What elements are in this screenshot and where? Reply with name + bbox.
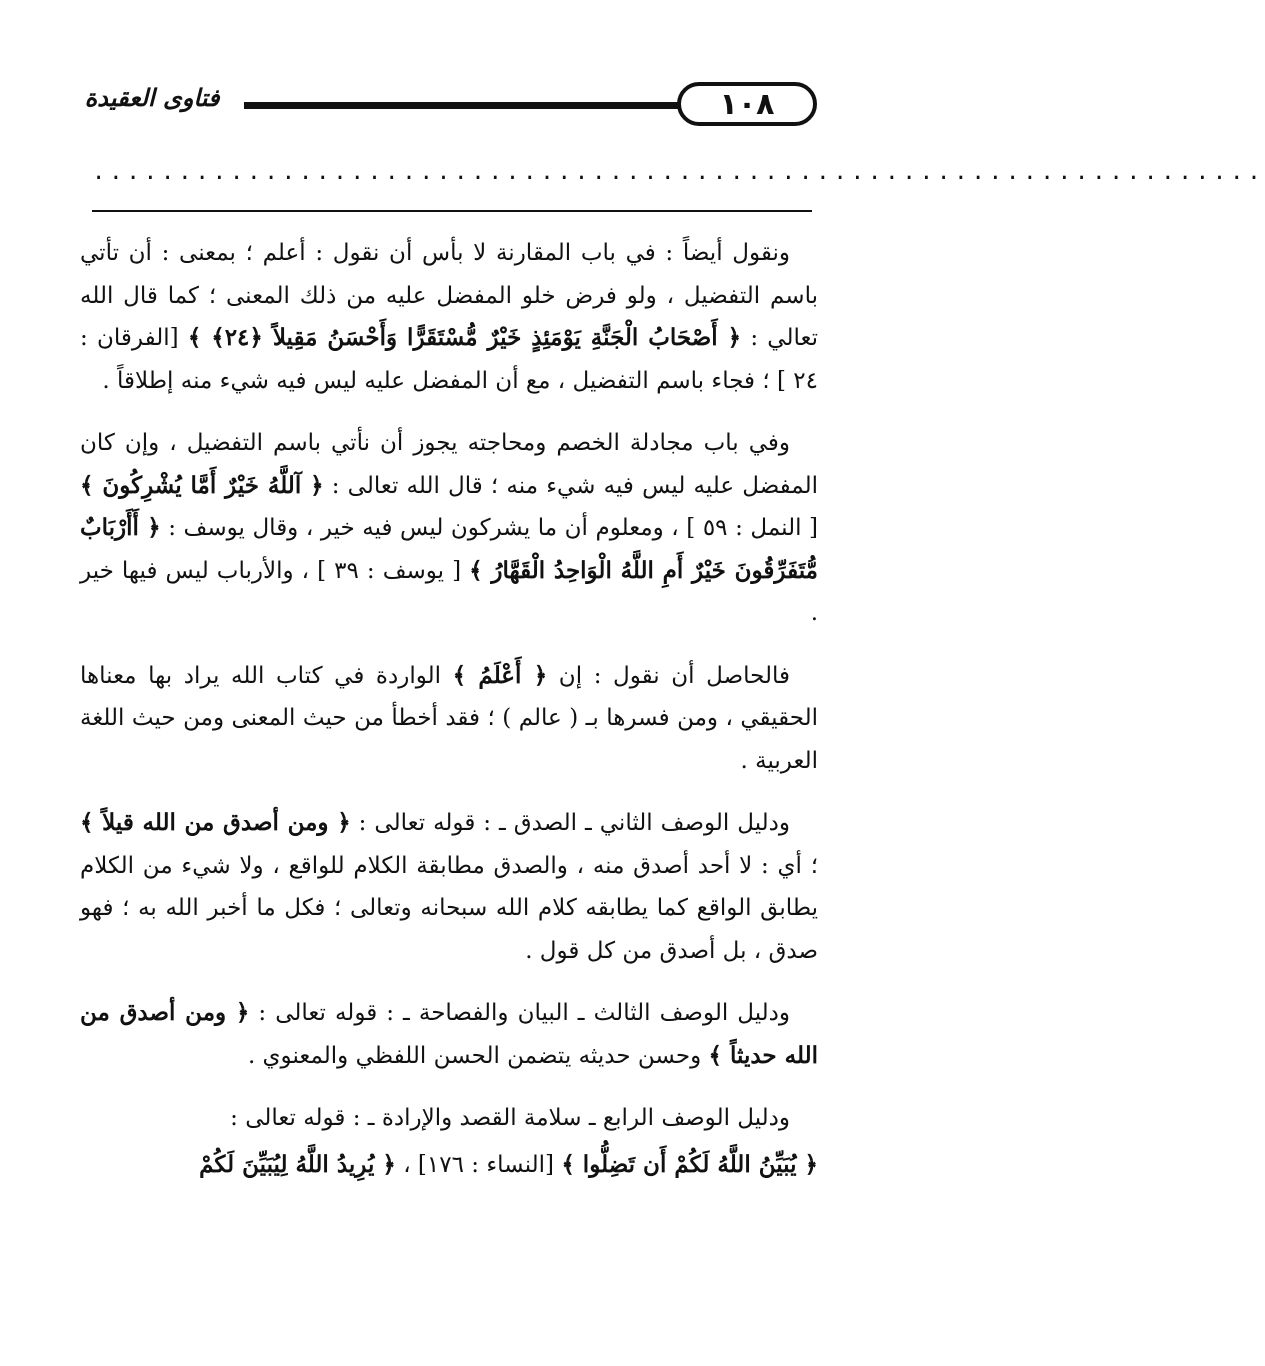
quran-verse: ﴿ أَعْلَمُ ﴾ — [452, 661, 548, 689]
horizontal-rule — [92, 210, 812, 212]
page-number: ١٠٨ — [677, 82, 817, 126]
book-title: فتاوى العقيدة — [84, 84, 220, 112]
header-rule — [244, 102, 740, 109]
quran-verse: ﴿ ومن أصدق من الله قيلاً ﴾ — [80, 809, 351, 836]
paragraph-3: فالحاصل أن نقول : إن ﴿ أَعْلَمُ ﴾ الواردة في كتاب الله يراد بها معناها الحقيقي ، ومن فسرها بـ ( عالم ) ؛ فقد أخطأ من حيث المعنى ومن حيث اللغة العربية . — [80, 661, 818, 774]
paragraph-1: ونقول أيضاً : في باب المقارنة لا بأس أن نقول : أعلم ؛ بمعنى : أن تأتي باسم التفضيل ، ولو فرض خلو المفضل عليه من ذلك المعنى ؛ كما قال الله تعالي : ﴿ أَصْحَابُ الْجَنَّةِ يَوْمَئِذٍ خَيْرٌ مُّسْتَقَرًّا وَأَحْسَنُ مَقِيلاً ﴿٢٤﴾ ﴾ [الفرقان : ٢٤ ] ؛ فجاء باسم التفضيل ، مع أن المفضل عليه ليس فيه شيء منه إطلاقاً . — [80, 240, 818, 394]
paragraph-4: ودليل الوصف الثاني ـ الصدق ـ : قوله تعالى : ﴿ ومن أصدق من الله قيلاً ﴾ ؛ أي : لا أحد أصدق منه ، والصدق مطابقة الكلام للواقع ، ولا شيء من الكلام يطابق الواقع كما يطابقه كلام الله سبحانه وتعالى ؛ فكل ما أخبر الله به ؛ فهو صدق ، بل أصدق من كل قول . — [80, 809, 818, 964]
dotted-separator: .................................................................... — [92, 160, 1265, 185]
quran-verse: ﴿ آللَّهُ خَيْرٌ أَمَّا يُشْرِكُونَ ﴾ — [80, 471, 324, 499]
page-header — [72, 82, 812, 132]
quran-verse: ﴿ يُرِيدُ اللَّهُ لِيُبَيِّنَ لَكُمْ — [199, 1150, 396, 1178]
paragraph-5: ودليل الوصف الثالث ـ البيان والفصاحة ـ : قوله تعالى : ﴿ ومن أصدق من الله حديثاً ﴾ وحسن حديثه يتضمن الحسن اللفظي والمعنوي . — [80, 999, 818, 1069]
quran-verse: ﴿ ومن أصدق من الله حديثاً ﴾ — [80, 999, 818, 1069]
quran-verse: ﴿ أَأَرْبَابٌ مُّتَفَرِّقُونَ خَيْرٌ أَمِ اللَّهُ الْوَاحِدُ الْقَهَّارُ ﴾ — [80, 514, 818, 584]
paragraph-7: ﴿ يُبَيِّنُ اللَّهُ لَكُمْ أَن تَضِلُّوا ﴾ [النساء : ١٧٦] ، ﴿ يُرِيدُ اللَّهُ لِيُبَيِّنَ لَكُمْ — [199, 1150, 818, 1178]
quran-verse: ﴿ أَصْحَابُ الْجَنَّةِ يَوْمَئِذٍ خَيْرٌ مُّسْتَقَرًّا وَأَحْسَنُ مَقِيلاً ﴿٢٤﴾ ﴾ — [187, 324, 742, 351]
paragraph-6: ودليل الوصف الرابع ـ سلامة القصد والإرادة ـ : قوله تعالى : — [230, 1105, 790, 1131]
quran-verse: ﴿ يُبَيِّنُ اللَّهُ لَكُمْ أَن تَضِلُّوا ﴾ — [561, 1150, 818, 1178]
paragraph-2: وفي باب مجادلة الخصم ومحاجته يجوز أن نأتي باسم التفضيل ، وإن كان المفضل عليه ليس فيه شيء منه ؛ قال الله تعالى : ﴿ آللَّهُ خَيْرٌ أَمَّا يُشْرِكُونَ ﴾ [ النمل : ٥٩ ] ، ومعلوم أن ما يشركون ليس فيه خير ، وقال يوسف : ﴿ أَأَرْبَابٌ مُّتَفَرِّقُونَ خَيْرٌ أَمِ اللَّهُ الْوَاحِدُ الْقَهَّارُ ﴾ [ يوسف : ٣٩ ] ، والأرباب ليس فيها خير . — [80, 430, 818, 626]
body-text — [80, 232, 818, 1206]
